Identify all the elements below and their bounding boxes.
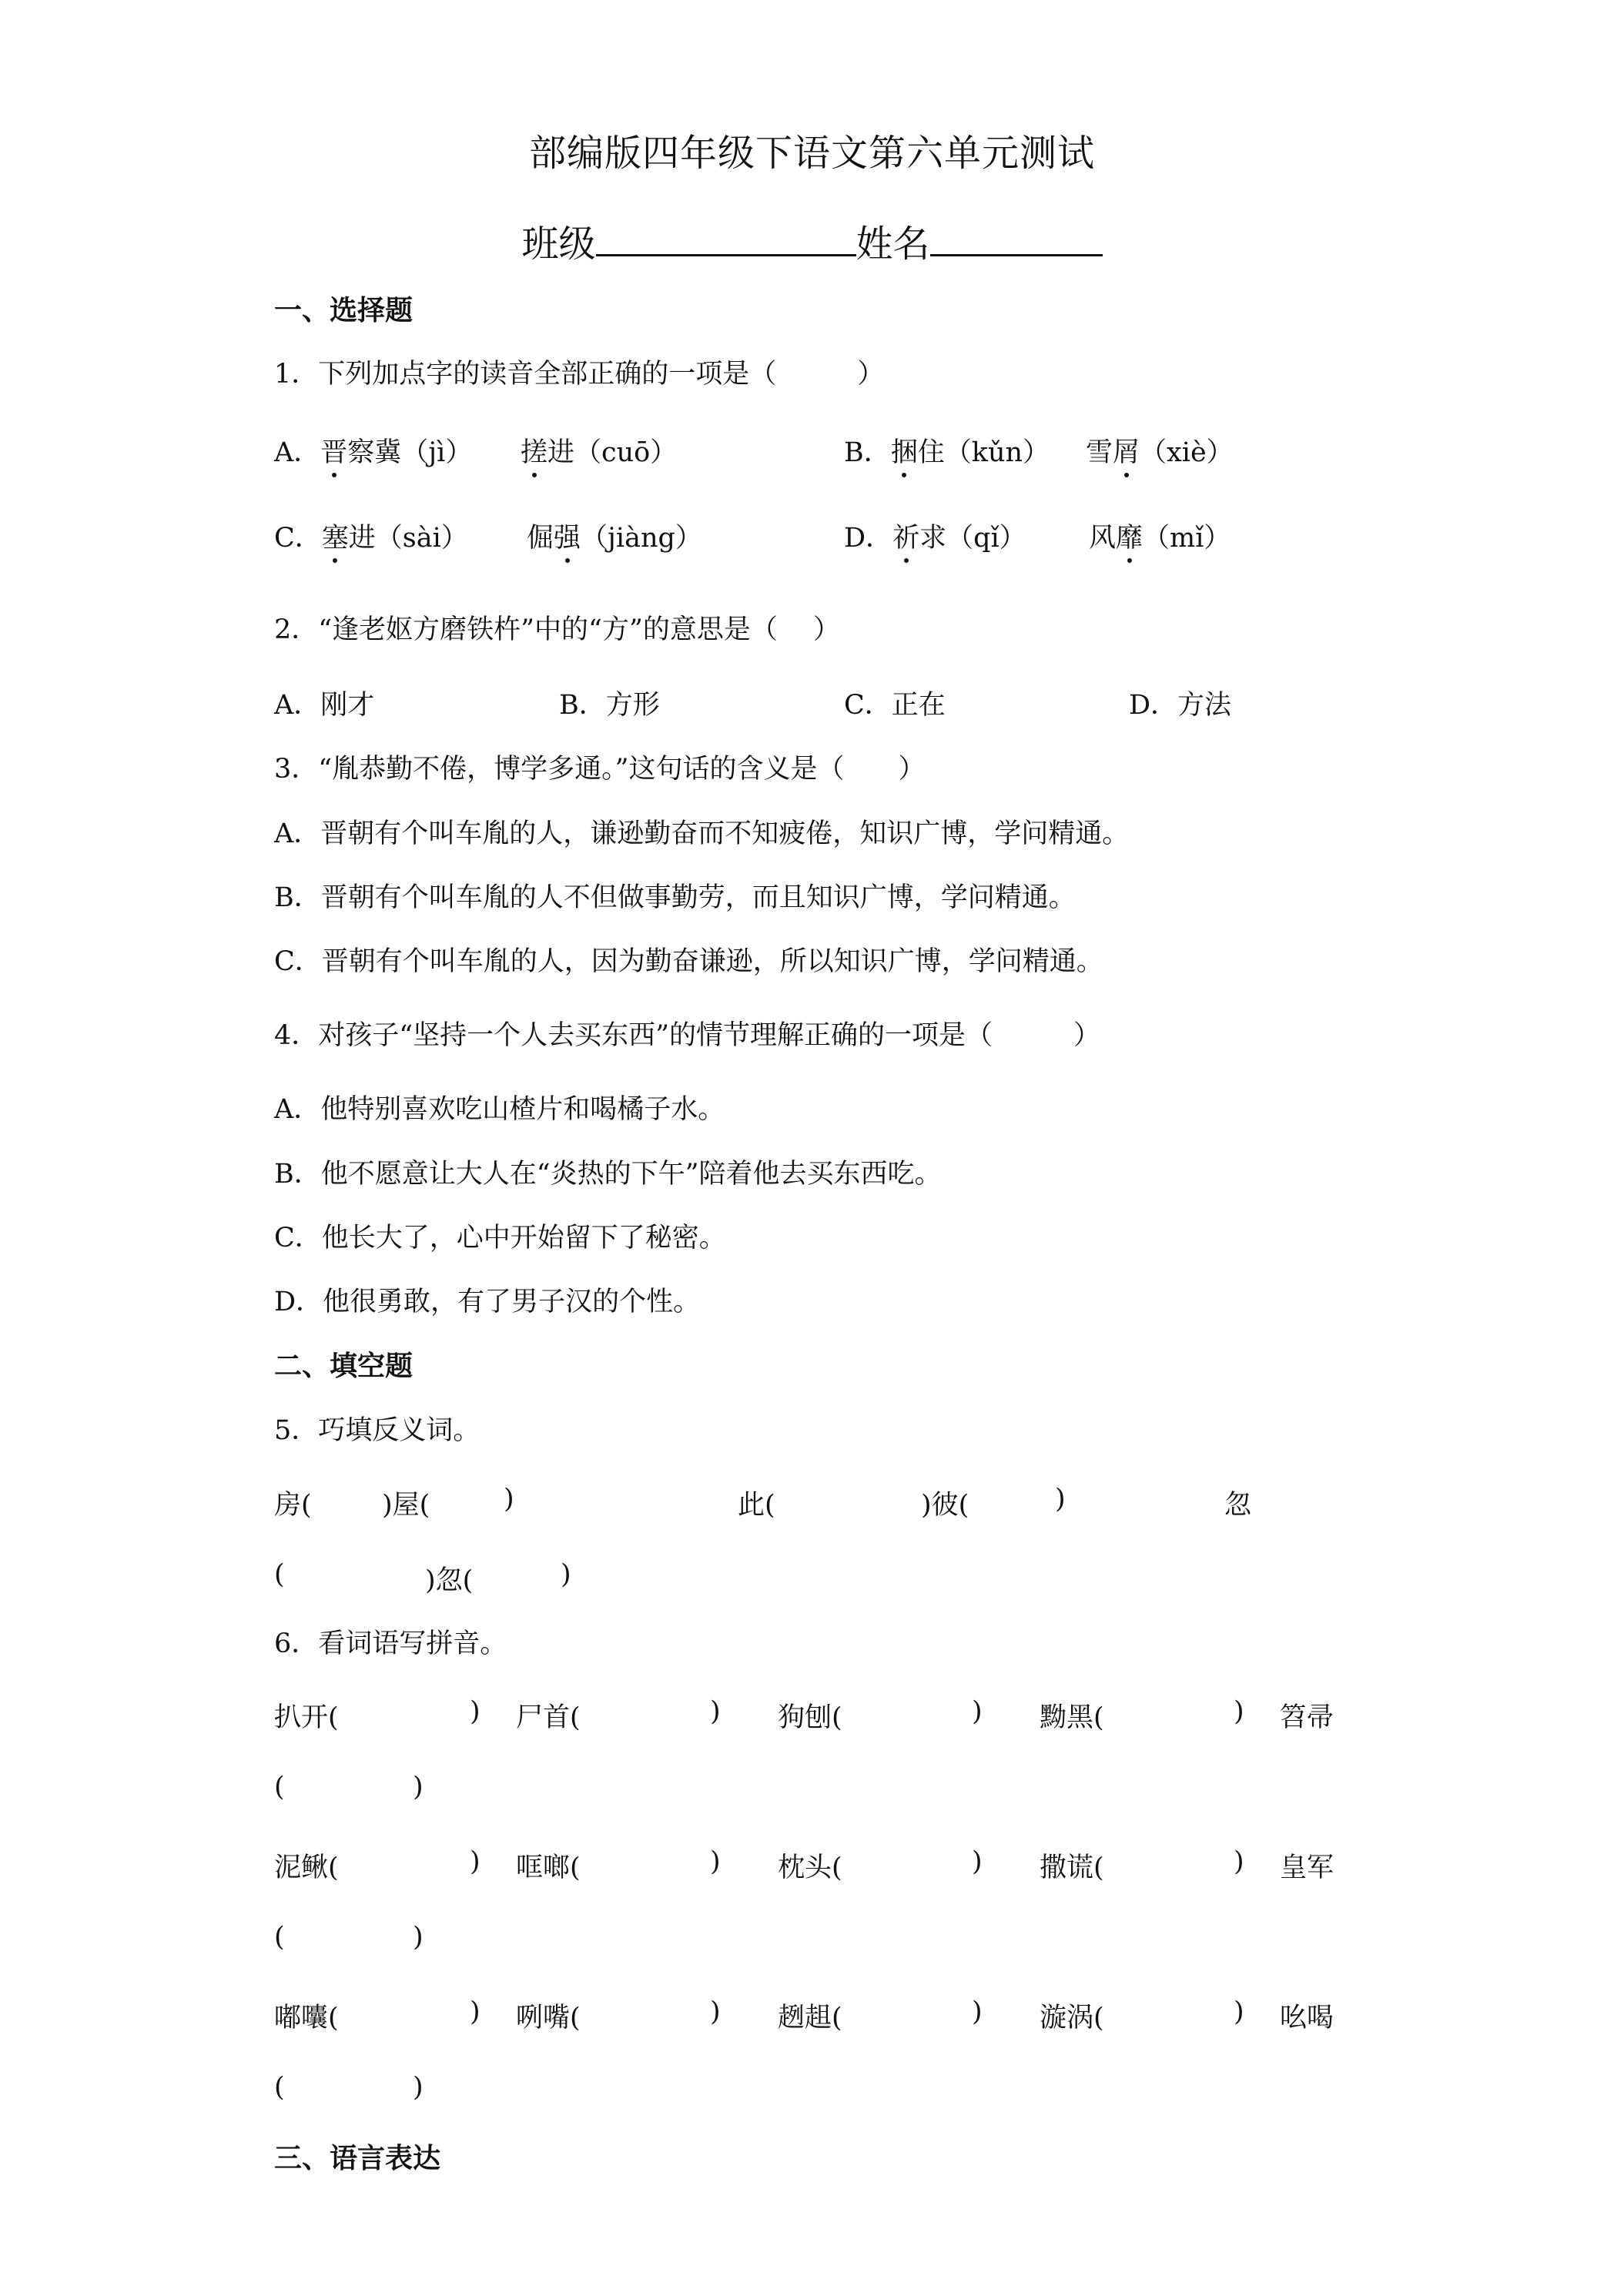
- q6-close: ): [413, 1772, 424, 1802]
- q6-word: 吆喝: [1280, 2003, 1334, 2033]
- q6-close: ): [710, 1846, 721, 1877]
- q1-option-d: D．祈求（qǐ）: [844, 517, 1026, 555]
- q1-option-b-second: 雪屑（xiè）: [1086, 431, 1234, 470]
- q4-stem: 4．对孩子“坚持一个人去买东西”的情节理解正确的一项是（ ）: [274, 1020, 1101, 1051]
- q2-option-b: B．方形: [559, 690, 660, 721]
- q5-word-hu: 忽: [1224, 1490, 1252, 1521]
- q6-word: 狗刨(: [778, 1702, 842, 1733]
- q6-close: ): [972, 1846, 983, 1877]
- q5-stem: 5．巧填反义词。: [274, 1415, 481, 1446]
- dotted-char: 搓: [521, 431, 547, 470]
- q6-close: ): [710, 1996, 721, 2027]
- q6-open: (: [274, 2072, 285, 2103]
- q6-word: 黝黑(: [1040, 1702, 1104, 1733]
- class-name-line: [0, 214, 1624, 267]
- q5-word-wu: )屋(: [382, 1490, 430, 1521]
- q5-close: ): [561, 1559, 571, 1590]
- q6-close: ): [470, 1996, 481, 2027]
- q1-option-a-second: 搓进（cuō）: [521, 431, 677, 470]
- class-label: 班级: [521, 223, 596, 266]
- q1-option-c: C．塞进（sài）: [274, 517, 468, 555]
- q1-stem: 1．下列加点字的读音全部正确的一项是（ ）: [274, 359, 885, 390]
- q3-option-a: A．晋朝有个叫车胤的人，谦逊勤奋而不知疲倦，知识广博，学问精通。: [274, 818, 1130, 849]
- q6-word: 漩涡(: [1040, 2003, 1104, 2033]
- q2-option-d: D．方法: [1129, 690, 1232, 721]
- q1-option-c-second: 倔强（jiàng）: [527, 517, 702, 555]
- q6-open: (: [274, 1772, 285, 1802]
- dotted-char: 靡: [1116, 517, 1143, 555]
- q6-close: ): [1234, 1996, 1244, 2027]
- q6-open: (: [274, 1922, 285, 1953]
- q4-option-a: A．他特别喜欢吃山楂片和喝橘子水。: [274, 1094, 725, 1125]
- q6-stem: 6．看词语写拼音。: [274, 1628, 507, 1659]
- q4-option-d: D．他很勇敢，有了男子汉的个性。: [274, 1287, 701, 1317]
- q6-word: 撒谎(: [1040, 1853, 1104, 1883]
- q5-word-ci: 此(: [738, 1490, 775, 1521]
- dotted-char: 塞: [322, 517, 349, 555]
- q6-word: 枕头(: [778, 1853, 842, 1883]
- q6-close: ): [413, 2072, 424, 2103]
- q6-word: 趔趄(: [778, 2003, 842, 2033]
- class-blank[interactable]: [596, 220, 856, 256]
- q5-close: ): [504, 1484, 514, 1514]
- q6-close: ): [1234, 1696, 1244, 1727]
- q4-option-c: C．他长大了，心中开始留下了秘密。: [274, 1223, 726, 1253]
- dotted-char: 屑: [1113, 431, 1140, 470]
- dotted-char: 晋: [320, 431, 347, 470]
- q1-option-d-second: 风靡（mǐ）: [1089, 517, 1231, 555]
- section-heading-choice: 一、选择题: [274, 295, 414, 326]
- q5-close: ): [1055, 1484, 1066, 1514]
- q6-word: 哐啷(: [516, 1853, 581, 1883]
- q6-close: ): [972, 1996, 983, 2027]
- q4-option-b: B．他不愿意让大人在“炎热的下午”陪着他去买东西吃。: [274, 1159, 942, 1190]
- q1-option-a: A．晋察冀（jì）: [274, 431, 472, 470]
- q5-word-bi: )彼(: [921, 1490, 969, 1521]
- q5-word-fang: 房(: [274, 1490, 312, 1521]
- q6-word: 尸首(: [516, 1702, 581, 1733]
- q6-close: ): [972, 1696, 983, 1727]
- q6-word: 笤帚: [1280, 1702, 1334, 1733]
- dotted-char: 祈: [892, 517, 919, 555]
- q6-close: ): [413, 1922, 424, 1953]
- section-heading-fill: 二、填空题: [274, 1350, 414, 1382]
- name-label: 姓名: [856, 223, 930, 266]
- section-heading-expression: 三、语言表达: [274, 2143, 441, 2174]
- page-title: 部编版四年级下语文第六单元测试: [528, 132, 1095, 175]
- q2-stem: 2．“逢老妪方磨铁杵”中的“方”的意思是（ ）: [274, 614, 840, 645]
- dotted-char: 捆: [891, 431, 918, 470]
- dotted-char: 强: [554, 517, 581, 555]
- q6-word: 扒开(: [274, 1702, 339, 1733]
- q6-word: 咧嘴(: [516, 2003, 581, 2033]
- q2-option-c: C．正在: [844, 690, 946, 721]
- q6-close: ): [710, 1696, 721, 1727]
- q6-close: ): [470, 1696, 481, 1727]
- q6-word: 泥鳅(: [274, 1853, 339, 1883]
- q3-stem: 3．“胤恭勤不倦，博学多通。”这句话的含义是（ ）: [274, 754, 926, 785]
- name-blank[interactable]: [930, 220, 1103, 256]
- q6-close: ): [470, 1846, 481, 1877]
- q3-option-c: C．晋朝有个叫车胤的人，因为勤奋谦逊，所以知识广博，学问精通。: [274, 946, 1103, 977]
- q3-option-b: B．晋朝有个叫车胤的人不但做事勤劳，而且知识广博，学问精通。: [274, 882, 1076, 913]
- q1-option-b: B．捆住（kǔn）: [844, 431, 1050, 470]
- q6-word: 嘟囔(: [274, 2003, 339, 2033]
- q6-word: 皇军: [1280, 1853, 1334, 1883]
- q5-word-hu2: )忽(: [425, 1565, 474, 1596]
- q2-option-a: A．刚才: [274, 690, 375, 721]
- q5-open: (: [274, 1559, 285, 1590]
- q6-close: ): [1234, 1846, 1244, 1877]
